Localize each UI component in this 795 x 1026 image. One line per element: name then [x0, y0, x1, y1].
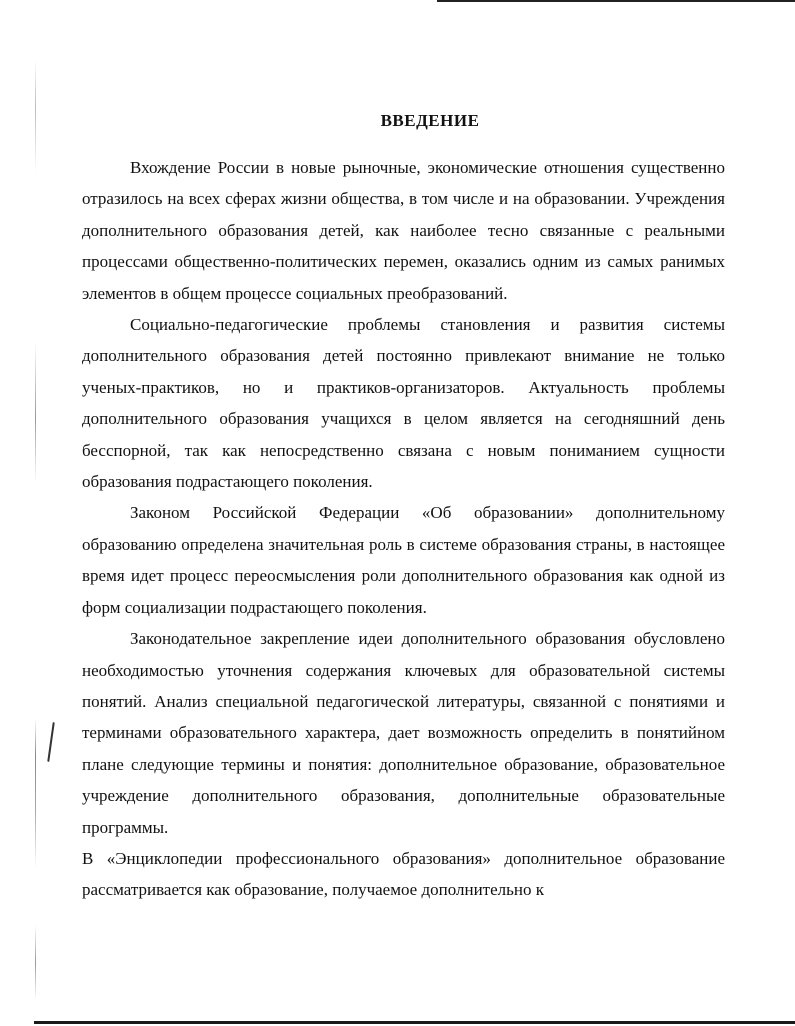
margin-pencil-mark [47, 722, 55, 762]
scan-bottom-edge-line [34, 1021, 795, 1024]
scan-left-edge [35, 60, 36, 1000]
paragraph-3: Законом Российской Федерации «Об образовании» дополнительному образованию определена значительная роль в системе образования страны, в настоящее время идет процесс переосмысления роли дополнительного образования как одной из форм социализации подрастающего поколения. [82, 503, 725, 617]
page-title: ВВЕДЕНИЕ [380, 111, 480, 130]
paragraph-4: Законодательное закрепление идеи дополнительного образования обусловлено необходимостью уточнения содержания ключевых для образовательной системы понятий. Анализ специальной педагогической литературы, связанной с понятиями и терминами образовательного характера, дает возможность определить в понятийном плане следующие термины и понятия: дополнительное образование, образовательное учреждение дополнительного образования, дополнительные образовательные программы. [82, 629, 725, 837]
scan-top-edge-line [437, 0, 795, 2]
paragraph-2: Социально-педагогические проблемы становления и развития системы дополнительного образования детей постоянно привлекают внимание не только ученых-практиков, но и практиков-организаторов. Актуальность проблемы дополнительного образования учащихся в целом является на сегодняшний день бесспорной, так как непосредственно связана с новым пониманием сущности образования подрастающего поколения. [82, 315, 725, 492]
body-text [82, 152, 725, 906]
paragraph-1: Вхождение России в новые рыночные, экономические отношения существенно отразилось на всех сферах жизни общества, в том числе и на образовании. Учреждения дополнительного образования детей, как наиболее тесно связанные с реальными процессами общественно-политических перемен, оказались одним из самых ранимых элементов в общем процессе социальных преобразований. [82, 158, 725, 303]
paragraph-5: В «Энциклопедии профессионального образования» дополнительное образование рассматривается как образование, получаемое дополнительно к [82, 848, 725, 900]
